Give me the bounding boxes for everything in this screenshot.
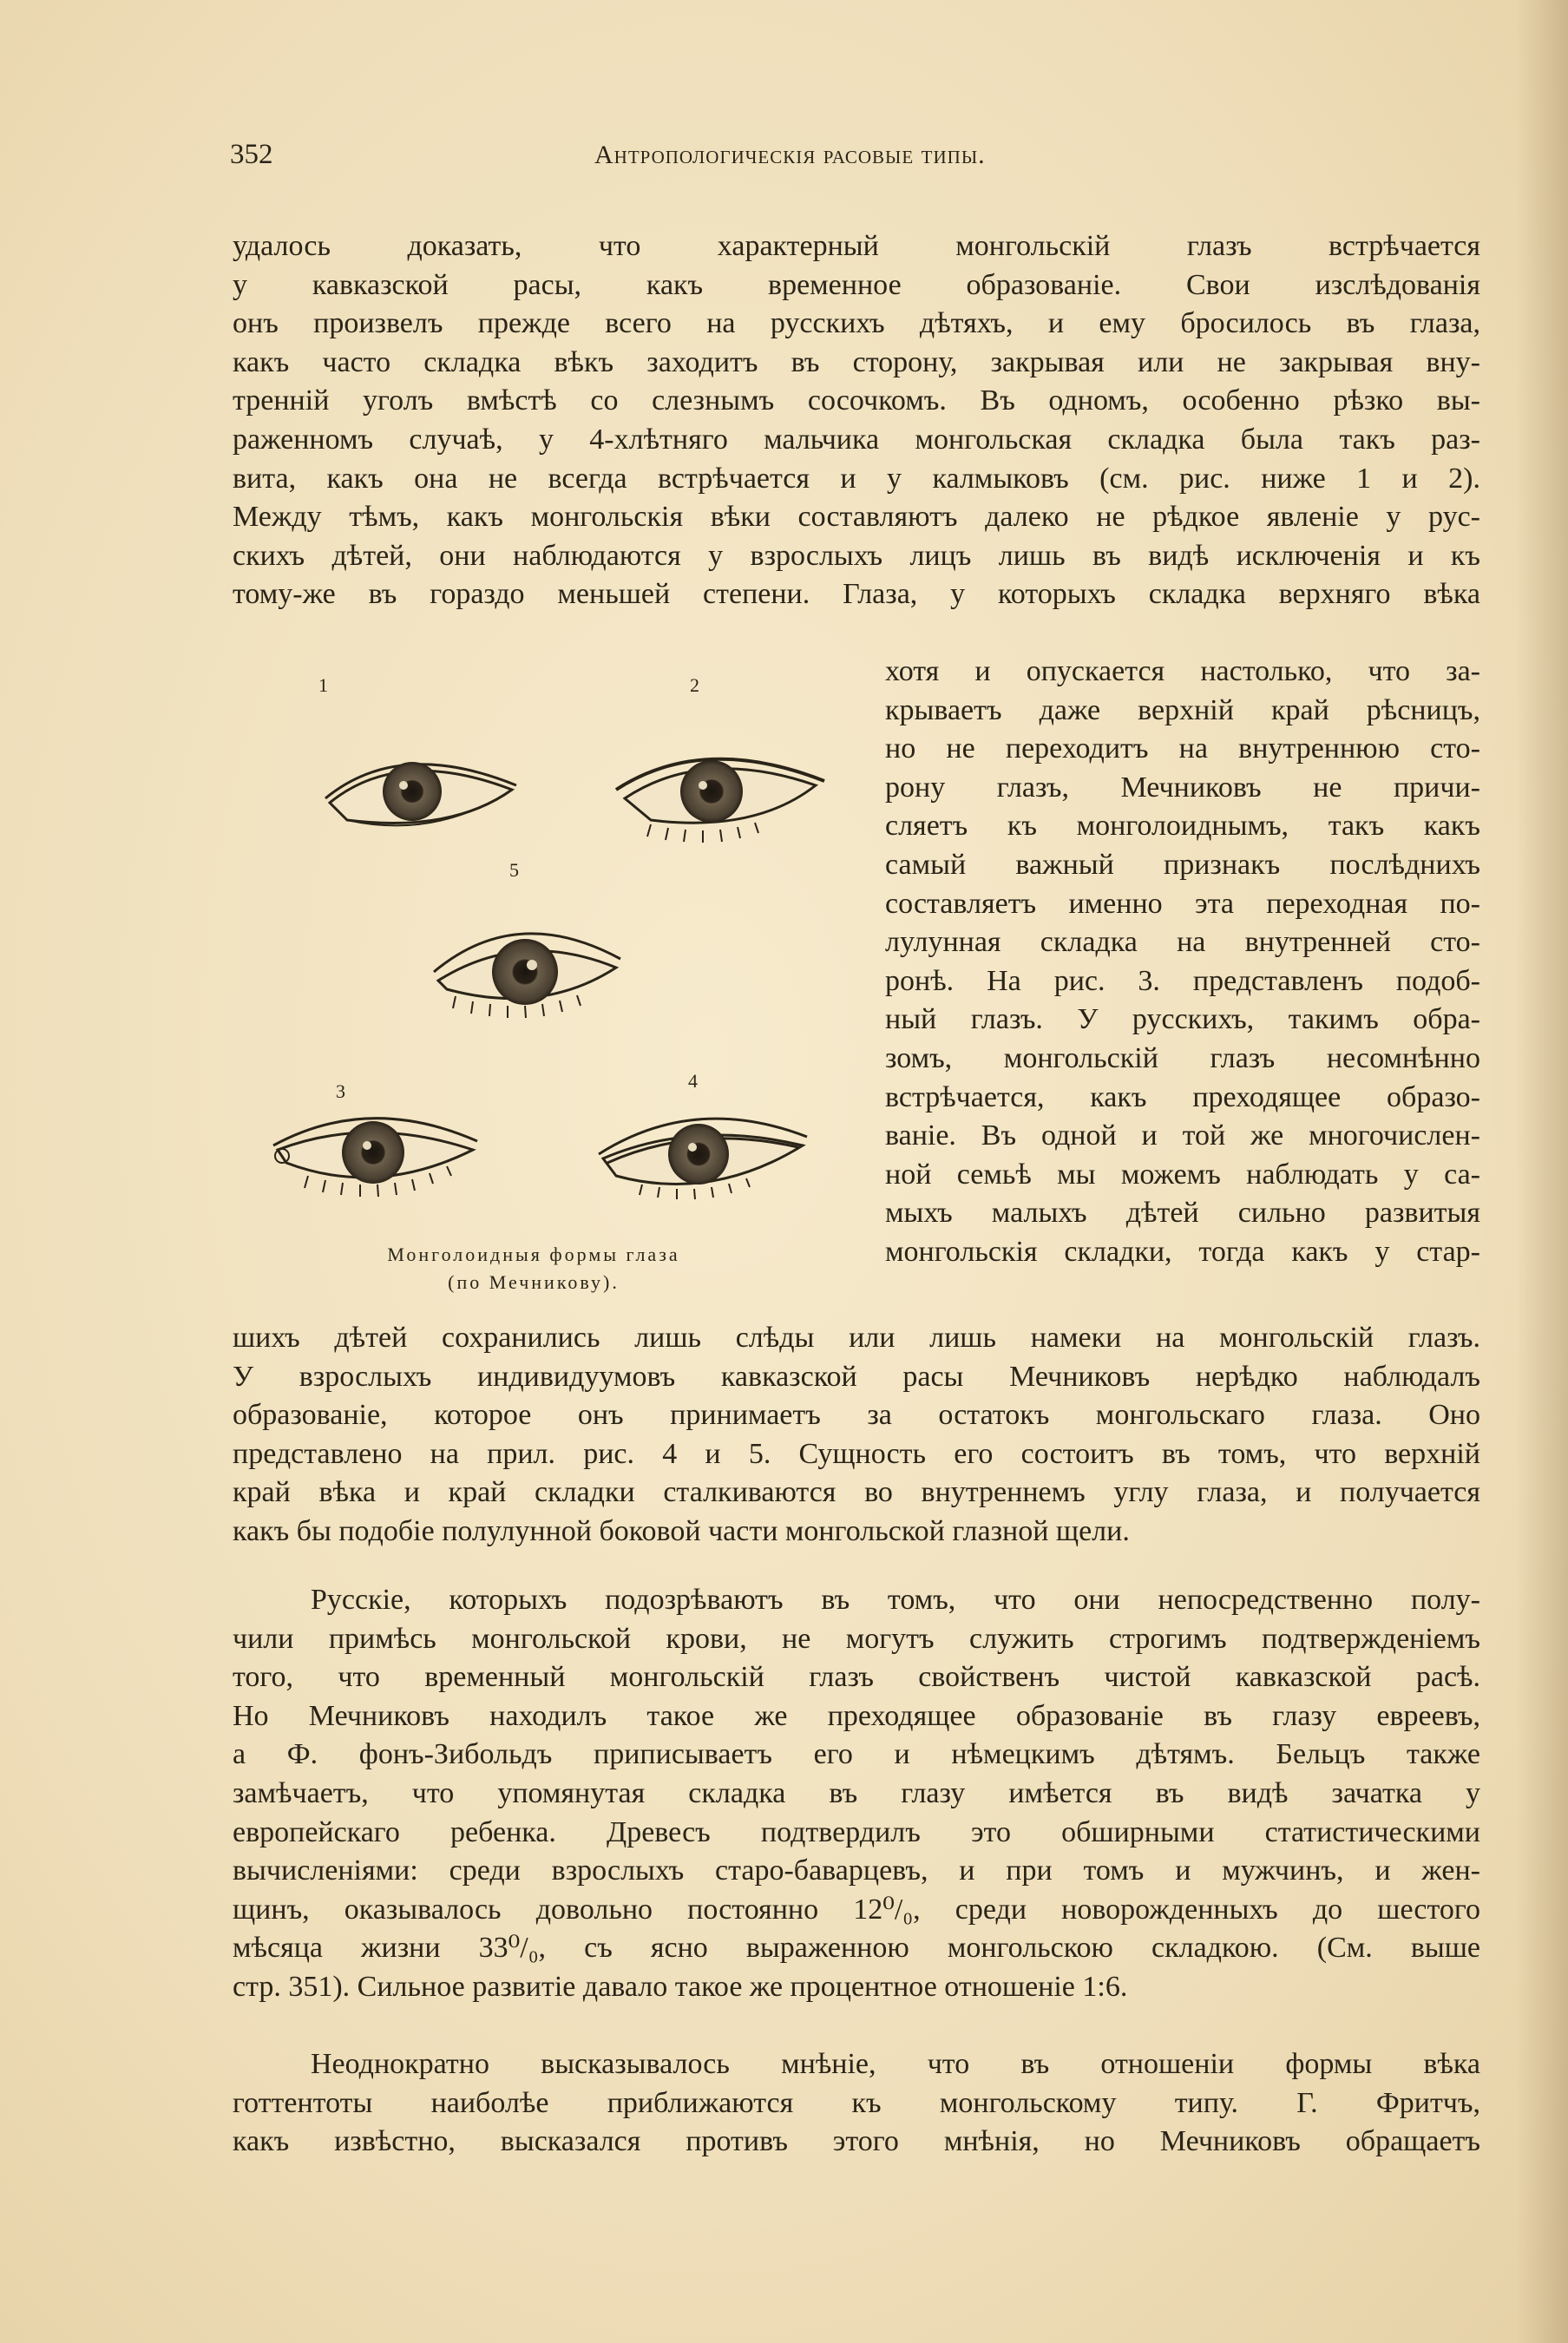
text-line: европейскаго ребенка. Древесъ подтвердилъ это обширными статистическими [233,1815,1480,1848]
page-edge-shadow [1516,0,1568,2343]
figure-label-3: 3 [336,1080,345,1102]
text-line: Русскіе, которыхъ подозрѣваютъ въ томъ, что они непосредственно полу- [311,1584,1480,1616]
text-line: образованіе, которое онъ принимаетъ за остатокъ монгольскаго глаза. Оно [233,1399,1480,1432]
text-line: Неоднократно высказывалось мнѣніе, что въ отношеніи формы вѣка [311,2048,1480,2080]
text-line: шихъ дѣтей сохранились лишь слѣды или лишь намеки на монгольскій глазъ. [233,1322,1480,1354]
text-line: у кавказской расы, какъ временное образованіе. Свои изслѣдованія [233,268,1480,301]
paragraph-block-1 [233,227,1480,653]
text-line: раженномъ случаѣ, у 4-хлѣтняго мальчика монгольская складка была такъ раз- [233,423,1480,456]
text-line: мыхъ малыхъ дѣтей сильно развитыя [885,1197,1480,1230]
text-line: ронѣ. На рис. 3. представленъ подоб- [885,964,1480,997]
paragraph-block-3 [233,1581,1480,2007]
text-line: хотя и опускается настолько, что за- [885,655,1480,687]
eye-drawing-3 [273,1119,477,1197]
caption-line-2: (по Мечникову). [448,1271,620,1293]
eye-drawing-5 [434,934,620,1018]
text-line: крываетъ даже верхній край рѣсницъ, [885,693,1480,726]
text-line: вычисленіями: среди взрослыхъ старо-баварцевъ, и при томъ и мужчинъ, и жен- [233,1854,1480,1887]
text-line: скихъ дѣтей, они наблюдаются у взрослыхъ лицъ лишь въ видѣ исключенія и къ [233,539,1480,572]
page-number: 352 [230,139,273,170]
text-line: какъ извѣстно, высказался противъ этого мнѣнія, но Мечниковъ обращаетъ [233,2125,1480,2158]
text-line: Между тѣмъ, какъ монгольскія вѣки составляютъ далеко не рѣдкое явленіе у рус- [233,501,1480,534]
text-line: вита, какъ она не всегда встрѣчается и у калмыковъ (см. рис. ниже 1 и 2). [233,462,1480,495]
text-line: лулунная складка на внутренней сто- [885,926,1480,959]
side-column-text [885,653,1480,1272]
text-line: край вѣка и край складки сталкиваются во внутреннемъ углу глаза, и получается [233,1476,1480,1509]
figure-label-4: 4 [688,1070,698,1092]
text-line: зомъ, монгольскій глазъ несомнѣнно [885,1041,1480,1074]
text-line: рону глазъ, Мечниковъ не причи- [885,771,1480,804]
caption-line-1: Монголоидныя формы глаза [387,1244,680,1265]
text-line: какъ бы подобіе полулунной боковой части монгольской глазной щели. [233,1514,1130,1547]
text-line: сляетъ къ монголоиднымъ, такъ какъ [885,810,1480,843]
text-line: какъ часто складка вѣкъ заходитъ въ сторону, закрывая или не закрывая вну- [233,345,1480,378]
paragraph-block-2 [233,1319,1480,1552]
text-line: ный глазъ. У русскихъ, такимъ обра- [885,1003,1480,1036]
figure-label-1: 1 [318,674,328,696]
text-line: мѣсяца жизни 33⁰/₀, съ ясно выраженною монгольскою складкою. (См. выше [233,1932,1480,1965]
text-line: готтентоты наиболѣе приближаются къ монгольскому типу. Г. Фритчъ, [233,2086,1480,2119]
text-line: онъ произвелъ прежде всего на русскихъ дѣтяхъ, и ему бросилось въ глаза, [233,307,1480,340]
text-line: У взрослыхъ индивидуумовъ кавказской расы Мечниковъ нерѣдко наблюдалъ [233,1360,1480,1393]
paragraph-block-4 [233,2045,1480,2162]
text-line: самый важный признакъ послѣднихъ [885,848,1480,881]
text-line: но не переходитъ на внутреннюю сто- [885,732,1480,765]
text-line: удалось доказать, что характерный монгольскій глазъ встрѣчается [233,230,1480,262]
text-line: замѣчаетъ, что упомянутая складка въ глазу имѣется въ видѣ зачатка у [233,1776,1480,1809]
eye-drawing-1 [325,762,516,825]
text-line: тренній уголъ вмѣстѣ со слезнымъ сосочкомъ. Въ одномъ, особенно рѣзко вы- [233,384,1480,417]
text-line: встрѣчается, какъ преходящее образо- [885,1080,1480,1113]
text-line: стр. 351). Сильное развитіе давало такое же процентное отношеніе 1:6. [233,1970,1128,2003]
text-line: монгольскія складки, тогда какъ у стар- [885,1235,1480,1268]
text-line: щинъ, оказывалось довольно постоянно 12⁰/₀, среди новорожденныхъ до шестого [233,1893,1480,1926]
figure-label-5: 5 [509,859,519,881]
text-line: того, что временный монгольскій глазъ свойственъ чистой кавказской расѣ. [233,1661,1480,1694]
text-line: чили примѣсь монгольской крови, не могутъ служить строгимъ подтвержденіемъ [233,1622,1480,1655]
eye-figure [230,668,859,1310]
text-line: тому-же въ гораздо меньшей степени. Глаза, у которыхъ складка верхняго вѣка [233,578,1480,611]
text-line: составляетъ именно эта переходная по- [885,887,1480,920]
eye-illustrations [230,668,859,1276]
figure-label-2: 2 [690,674,699,696]
eye-drawing-2 [616,759,824,843]
eye-drawing-4 [599,1119,807,1199]
text-line: ной семьѣ мы можемъ наблюдать у са- [885,1158,1480,1191]
running-head: Антропологическія расовые типы. [594,141,986,169]
page-header [230,139,1479,174]
text-line: представлено на прил. рис. 4 и 5. Сущность его состоитъ въ томъ, что верхній [233,1437,1480,1470]
text-line: а Ф. фонъ-Зибольдъ приписываетъ его и нѣмецкимъ дѣтямъ. Бельцъ также [233,1738,1480,1771]
text-line: Но Мечниковъ находилъ такое же преходящее образованіе въ глазу евреевъ, [233,1699,1480,1732]
figure-caption [256,1241,811,1296]
text-line: ваніе. Въ одной и той же многочислен- [885,1119,1480,1152]
